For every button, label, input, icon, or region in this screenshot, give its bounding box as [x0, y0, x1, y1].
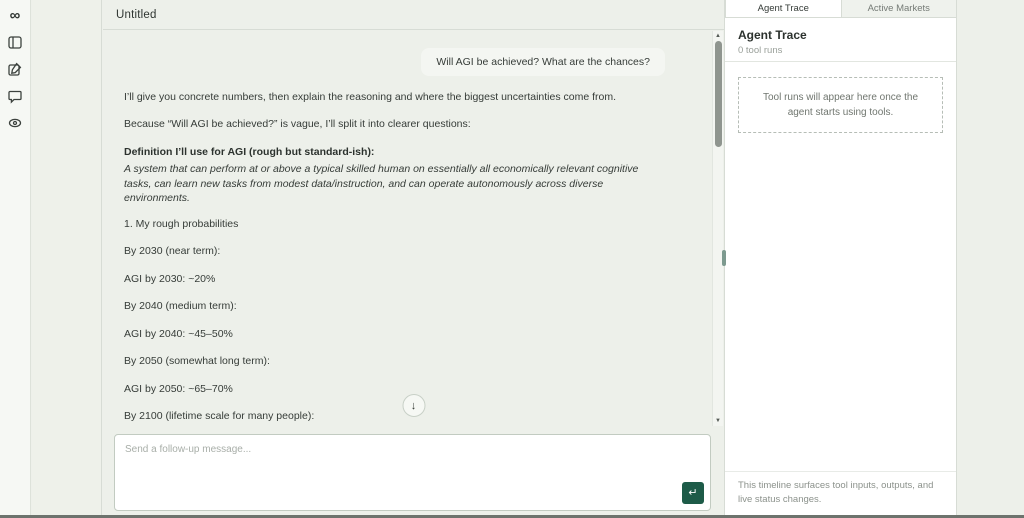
panel-title: Agent Trace — [738, 28, 807, 42]
scrollbar-down-arrow-icon[interactable]: ▼ — [715, 418, 721, 424]
right-gutter — [958, 0, 1024, 515]
arrow-down-icon: ↓ — [410, 399, 417, 412]
return-arrow-icon: ↵ — [688, 487, 698, 499]
panel-resize-handle[interactable] — [722, 250, 726, 266]
tab-active-markets[interactable]: Active Markets — [867, 3, 930, 14]
assistant-paragraph: By 2040 (medium term): — [124, 300, 237, 313]
assistant-paragraph: By 2030 (near term): — [124, 245, 221, 258]
assistant-paragraph: By 2100 (lifetime scale for many people): — [124, 410, 315, 423]
user-message-bubble: Will AGI be achieved? What are the chances? — [421, 48, 665, 76]
agent-trace-panel — [724, 0, 957, 515]
compose-icon[interactable] — [6, 60, 24, 78]
tab-agent-trace[interactable]: Agent Trace — [725, 0, 842, 17]
send-button[interactable] — [682, 482, 704, 504]
infinity-logo-icon[interactable]: ∞ — [9, 6, 21, 24]
eye-icon[interactable] — [6, 114, 24, 132]
chat-title: Untitled — [116, 8, 157, 21]
assistant-paragraph: 1. My rough probabilities — [124, 217, 239, 230]
assistant-paragraph: AGI by 2040: ~45–50% — [124, 327, 233, 340]
assistant-paragraph: A system that can perform at or above a typical skilled human on essentially all economically relevant cognitive tasks, can learn new tasks from modest data/instruction, and can operate autonomously across diverse environments. — [124, 163, 639, 205]
follow-up-message-input[interactable] — [115, 435, 710, 510]
icon-rail — [0, 0, 31, 515]
panel-tab-row — [725, 0, 956, 18]
sidebar-column — [32, 0, 102, 515]
empty-state-text: Tool runs will appear here once the agent starts using tools. — [762, 92, 919, 118]
sidebar-panel-icon — [8, 36, 22, 49]
tool-run-count: 0 tool runs — [738, 45, 783, 56]
assistant-paragraph: Definition I’ll use for AGI (rough but standard-ish): — [124, 145, 375, 158]
chat-bubble-icon[interactable] — [6, 87, 24, 105]
assistant-paragraph: Because “Will AGI be achieved?” is vague, I’ll split it into clearer questions: — [124, 118, 471, 131]
panel-footer-note: This timeline surfaces tool inputs, outputs, and live status changes. — [725, 471, 956, 515]
composer-box — [114, 434, 711, 511]
speech-bubble-icon — [8, 90, 22, 103]
assistant-paragraph: AGI by 2030: ~20% — [124, 272, 216, 285]
assistant-paragraph: AGI by 2050: ~65–70% — [124, 382, 233, 395]
scroll-to-bottom-button[interactable] — [402, 394, 425, 417]
chat-main — [103, 0, 724, 515]
eye-icon — [8, 118, 22, 128]
chat-scrollbar[interactable] — [712, 31, 723, 426]
pencil-square-icon — [8, 62, 22, 76]
composer-area — [103, 427, 724, 515]
scrollbar-thumb[interactable] — [715, 41, 722, 147]
tool-runs-empty-state — [738, 77, 943, 133]
panel-header — [725, 19, 956, 62]
chat-scroll-area[interactable] — [103, 31, 724, 426]
sidebar-toggle-icon[interactable] — [6, 33, 24, 51]
assistant-paragraph: By 2050 (somewhat long term): — [124, 355, 270, 368]
scrollbar-up-arrow-icon[interactable]: ▲ — [715, 33, 721, 39]
chat-title-bar — [103, 0, 724, 30]
assistant-paragraph: I’ll give you concrete numbers, then explain the reasoning and where the biggest uncertainties come from. — [124, 91, 617, 103]
